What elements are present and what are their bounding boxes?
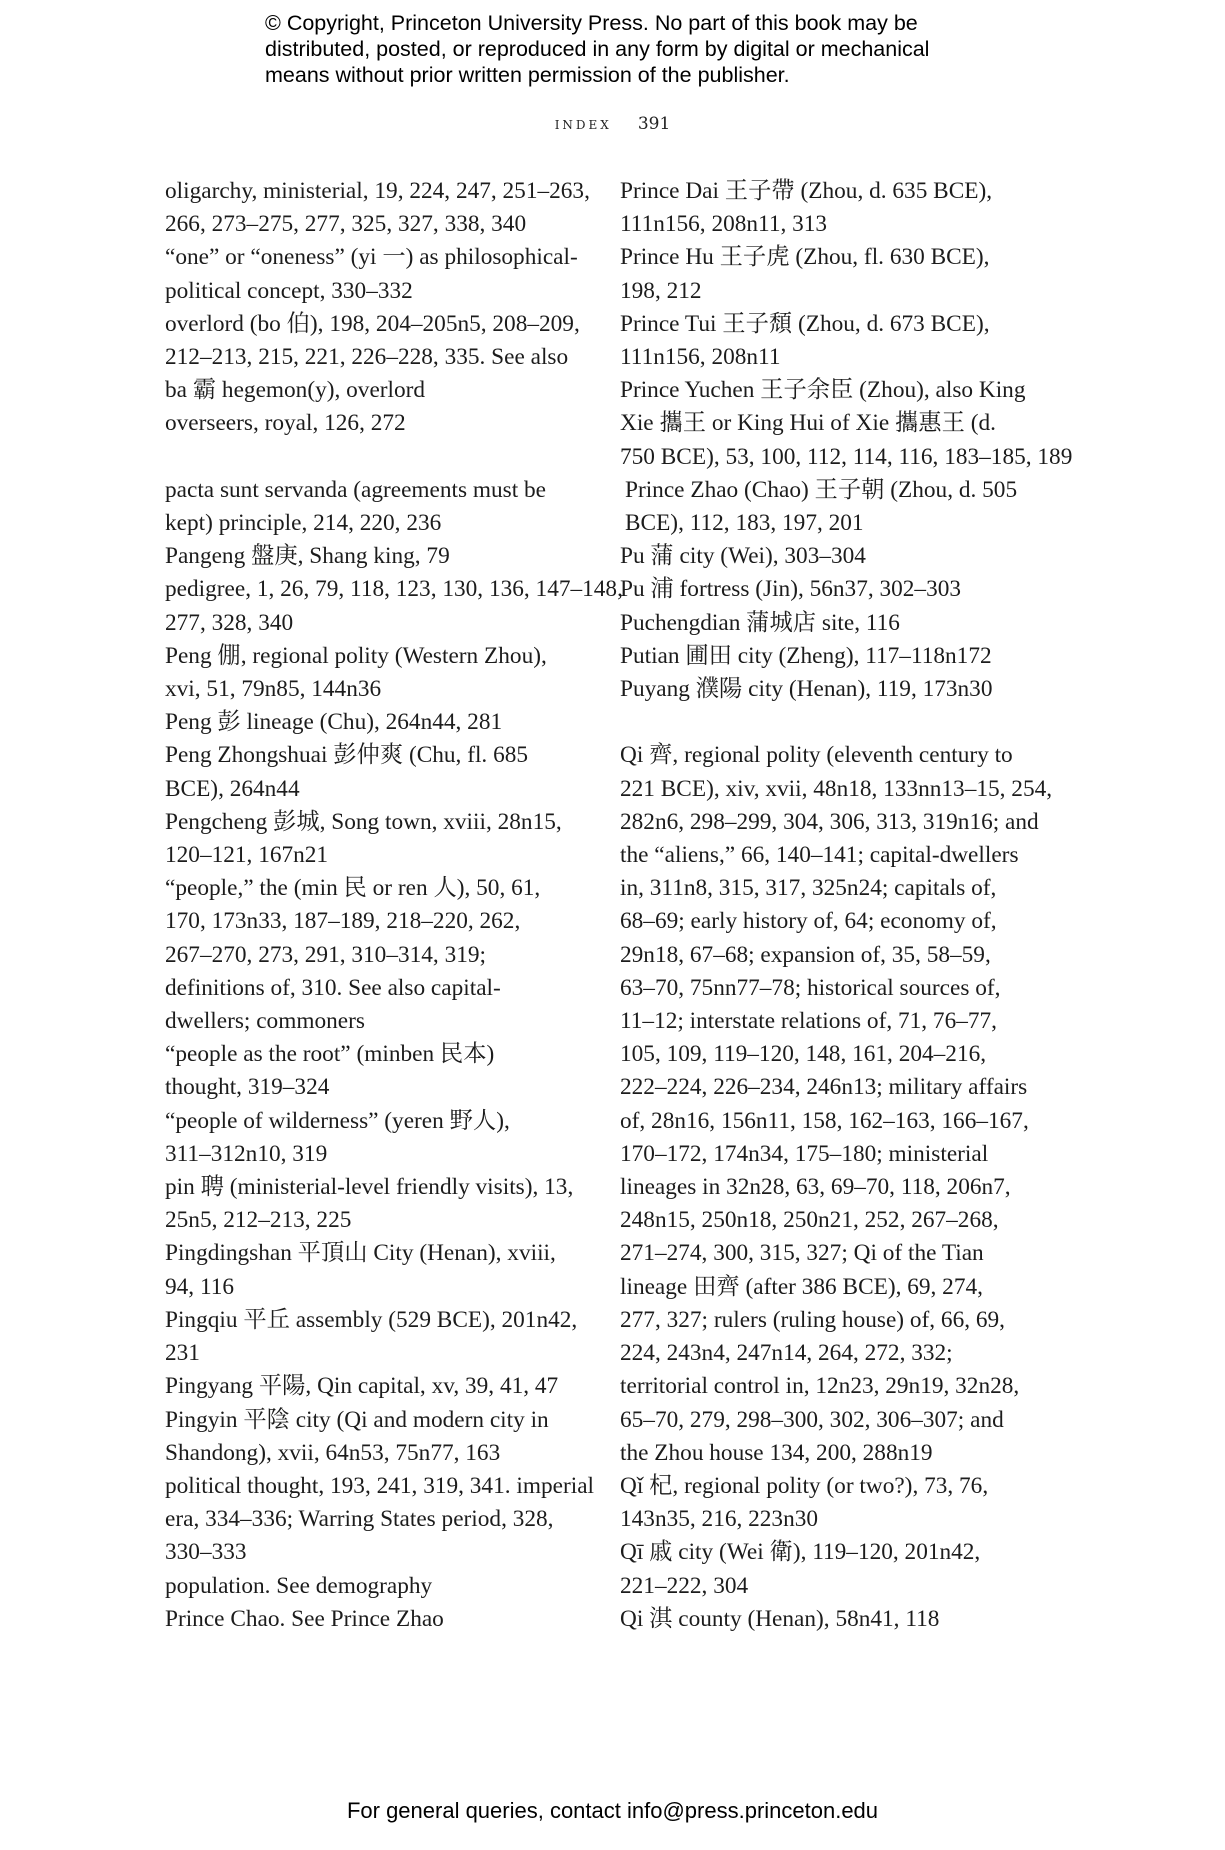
page-number: 391	[637, 114, 671, 134]
entry-line: lineages in 32n28, 63, 69–70, 118, 206n7,	[620, 1174, 1011, 1201]
entry-line: 212–213, 215, 221, 226–228, 335. See also	[165, 344, 569, 371]
entry-line: “one” or “oneness” (yi 一) as philosophical-	[165, 244, 578, 271]
entry-line: Qǐ 杞, regional polity (or two?), 73, 76,	[620, 1472, 989, 1499]
copyright-notice	[265, 10, 1025, 88]
entry-line: 170, 173n33, 187–189, 218–220, 262,	[165, 908, 521, 935]
entry-line: 266, 273–275, 277, 325, 327, 338, 340	[165, 211, 527, 238]
entry-line: 231	[165, 1340, 200, 1367]
entry-line: 222–224, 226–234, 246n13; military affairs	[620, 1074, 1028, 1101]
entry-line: pedigree, 1, 26, 79, 118, 123, 130, 136, 147–148,	[165, 576, 623, 603]
entry-line: Prince Dai 王子帶 (Zhou, d. 635 BCE),	[620, 178, 993, 204]
entry-line: territorial control in, 12n23, 29n19, 32n28,	[620, 1373, 1020, 1400]
entry-line: 120–121, 167n21	[165, 842, 329, 869]
entry-line: BCE), 264n44	[165, 775, 300, 802]
entry-line: of, 28n16, 156n11, 158, 162–163, 166–167,	[620, 1107, 1029, 1134]
entry-line: 94, 116	[165, 1273, 235, 1300]
entry-line: 143n35, 216, 223n30	[620, 1506, 819, 1533]
entry-line: definitions of, 310. See also capital-	[165, 974, 501, 1001]
entry-line: oligarchy, ministerial, 19, 224, 247, 251–263,	[165, 178, 590, 204]
contact-footer	[0, 1798, 1225, 1824]
index-entry	[620, 1603, 1060, 1636]
entry-line: 282n6, 298–299, 304, 306, 313, 319n16; and	[620, 808, 1039, 835]
entry-line: overseers, royal, 126, 272	[165, 410, 406, 437]
entry-line: 248n15, 250n18, 250n21, 252, 267–268,	[620, 1207, 999, 1234]
entry-line: Prince Chao. See Prince Zhao	[165, 1605, 444, 1632]
index-entry	[620, 474, 1060, 540]
index-entry	[165, 640, 595, 706]
index-entry	[165, 739, 595, 805]
entry-line: 111n156, 208n11	[620, 344, 781, 371]
entry-line: xvi, 51, 79n85, 144n36	[165, 676, 382, 703]
entry-line: pin 聘 (ministerial-level friendly visits), 13,	[165, 1174, 574, 1201]
index-entry	[165, 1171, 595, 1237]
index-entry	[165, 474, 595, 540]
entry-line: in, 311n8, 315, 317, 325n24; capitals of,	[620, 875, 997, 902]
entry-line: Qī 戚 city (Wei 衛), 119–120, 201n42,	[620, 1539, 981, 1566]
entry-line: 221 BCE), xiv, xvii, 48n18, 133nn13–15, 254,	[620, 775, 1053, 802]
entry-line: 224, 243n4, 247n14, 264, 272, 332;	[620, 1340, 953, 1367]
section-label: index	[554, 114, 612, 134]
entry-line: 277, 328, 340	[165, 609, 294, 636]
entry-line: 271–274, 300, 315, 327; Qi of the Tian	[620, 1240, 984, 1267]
entry-line: Peng 倗, regional polity (Western Zhou),	[165, 642, 547, 669]
entry-line: kept) principle, 214, 220, 236	[165, 510, 442, 537]
index-entry	[165, 1038, 595, 1104]
index-entry	[165, 1603, 595, 1636]
entry-line: 267–270, 273, 291, 310–314, 319;	[165, 941, 486, 968]
entry-line: Puyang 濮陽 city (Henan), 119, 173n30	[620, 676, 993, 703]
entry-line: Peng 彭 lineage (Chu), 264n44, 281	[165, 709, 503, 736]
entry-line: Qi 淇 county (Henan), 58n41, 118	[620, 1605, 940, 1632]
entry-line: 277, 327; rulers (ruling house) of, 66, 69,	[620, 1306, 1005, 1333]
entry-line: Pu 蒲 city (Wei), 303–304	[620, 543, 866, 570]
entry-line: Puchengdian 蒲城店 site, 116	[620, 609, 900, 636]
index-entry	[620, 175, 1060, 241]
entry-line: Shandong), xvii, 64n53, 75n77, 163	[165, 1439, 501, 1466]
index-entry	[620, 1470, 1060, 1536]
index-entry	[165, 175, 595, 241]
entry-line: Xie 攜王 or King Hui of Xie 攜惠王 (d.	[620, 410, 996, 437]
entry-line: BCE), 112, 183, 197, 201	[625, 510, 864, 537]
index-entry	[620, 607, 1060, 640]
index-entry	[165, 872, 595, 1038]
index-column-left	[165, 175, 623, 1636]
copyright-line: © Copyright, Princeton University Press. No part of this book may be	[265, 11, 918, 35]
entry-line: 68–69; early history of, 64; economy of,	[620, 908, 997, 935]
index-entry	[620, 540, 1060, 573]
index-entry	[165, 1570, 595, 1603]
entry-line: 330–333	[165, 1539, 247, 1566]
index-entry	[620, 573, 1060, 606]
entry-line: 11–12; interstate relations of, 71, 76–77,	[620, 1008, 997, 1035]
copyright-line: means without prior written permission of the publisher.	[265, 63, 790, 87]
index-entry	[620, 308, 1060, 374]
entry-line: Pingyin 平陰 city (Qi and modern city in	[165, 1406, 549, 1433]
entry-line: Prince Zhao (Chao) 王子朝 (Zhou, d. 505	[625, 476, 1018, 503]
entry-line: dwellers; commoners	[165, 1008, 365, 1035]
entry-line: Pingyang 平陽, Qin capital, xv, 39, 41, 47	[165, 1373, 559, 1400]
index-entry	[620, 673, 1060, 706]
entry-line: 170–172, 174n34, 175–180; ministerial	[620, 1140, 989, 1167]
index-entry	[620, 1536, 1060, 1602]
entry-line: “people of wilderness” (yeren 野人),	[165, 1107, 510, 1134]
copyright-line: distributed, posted, or reproduced in any form by digital or mechanical	[265, 37, 930, 61]
entry-line: the “aliens,” 66, 140–141; capital-dwellers	[620, 842, 1019, 869]
index-entry	[165, 1304, 595, 1370]
entry-line: Prince Hu 王子虎 (Zhou, fl. 630 BCE),	[620, 244, 990, 271]
index-column-right	[620, 175, 1073, 1636]
entry-line: overlord (bo 伯), 198, 204–205n5, 208–209,	[165, 310, 580, 337]
entry-line: Prince Yuchen 王子余臣 (Zhou), also King	[620, 377, 1026, 404]
entry-line: Pengcheng 彭城, Song town, xviii, 28n15,	[165, 808, 562, 835]
index-entry	[620, 241, 1060, 307]
entry-line: 311–312n10, 319	[165, 1140, 328, 1167]
entry-line: Putian 圃田 city (Zheng), 117–118n172	[620, 642, 992, 669]
entry-line: Prince Tui 王子頹 (Zhou, d. 673 BCE),	[620, 310, 990, 337]
index-entry	[165, 308, 595, 408]
footer-text: For general queries, contact info@press.princeton.edu	[346, 1798, 879, 1823]
entry-line: “people,” the (min 民 or ren 人), 50, 61,	[165, 875, 541, 902]
entry-line: 63–70, 75nn77–78; historical sources of,	[620, 974, 1001, 1001]
entry-line: 29n18, 67–68; expansion of, 35, 58–59,	[620, 941, 991, 968]
index-entry	[620, 374, 1073, 474]
entry-line: 198, 212	[620, 277, 702, 304]
index-entry	[165, 241, 595, 307]
entry-line: 65–70, 279, 298–300, 302, 306–307; and	[620, 1406, 1004, 1433]
entry-line: the Zhou house 134, 200, 288n19	[620, 1439, 933, 1466]
index-entry	[165, 407, 595, 440]
entry-line: era, 334–336; Warring States period, 328,	[165, 1506, 554, 1533]
index-entry	[165, 1404, 595, 1470]
index-entry	[165, 806, 595, 872]
index-entry	[620, 739, 1060, 1469]
entry-line: 25n5, 212–213, 225	[165, 1207, 352, 1234]
entry-line: Pingqiu 平丘 assembly (529 BCE), 201n42,	[165, 1306, 578, 1333]
index-entry	[165, 1370, 595, 1403]
index-entry	[165, 573, 623, 639]
index-entry	[620, 640, 1060, 673]
entry-line: 750 BCE), 53, 100, 112, 114, 116, 183–185, 189	[620, 443, 1073, 470]
index-entry	[165, 540, 595, 573]
running-head	[0, 114, 1225, 134]
entry-line: Pangeng 盤庚, Shang king, 79	[165, 543, 450, 570]
entry-line: population. See demography	[165, 1572, 433, 1599]
entry-line: “people as the root” (minben 民本)	[165, 1041, 495, 1068]
entry-line: Pingdingshan 平頂山 City (Henan), xviii,	[165, 1240, 556, 1267]
entry-line: ba 霸 hegemon(y), overlord	[165, 377, 426, 404]
index-entry	[165, 706, 595, 739]
entry-line: lineage 田齊 (after 386 BCE), 69, 274,	[620, 1273, 983, 1300]
entry-line: thought, 319–324	[165, 1074, 330, 1101]
index-entry	[165, 1470, 595, 1570]
entry-line: 221–222, 304	[620, 1572, 749, 1599]
entry-line: 105, 109, 119–120, 148, 161, 204–216,	[620, 1041, 987, 1068]
entry-line: Qi 齊, regional polity (eleventh century to	[620, 742, 1013, 769]
entry-line: Pu 浦 fortress (Jin), 56n37, 302–303	[620, 576, 962, 603]
entry-line: pacta sunt servanda (agreements must be	[165, 476, 547, 503]
index-entry	[165, 1237, 595, 1303]
index-entry	[165, 1105, 595, 1171]
entry-line: Peng Zhongshuai 彭仲爽 (Chu, fl. 685	[165, 742, 529, 769]
entry-line: political thought, 193, 241, 319, 341. imperial	[165, 1472, 595, 1499]
entry-line: political concept, 330–332	[165, 277, 413, 304]
entry-line: 111n156, 208n11, 313	[620, 211, 828, 238]
